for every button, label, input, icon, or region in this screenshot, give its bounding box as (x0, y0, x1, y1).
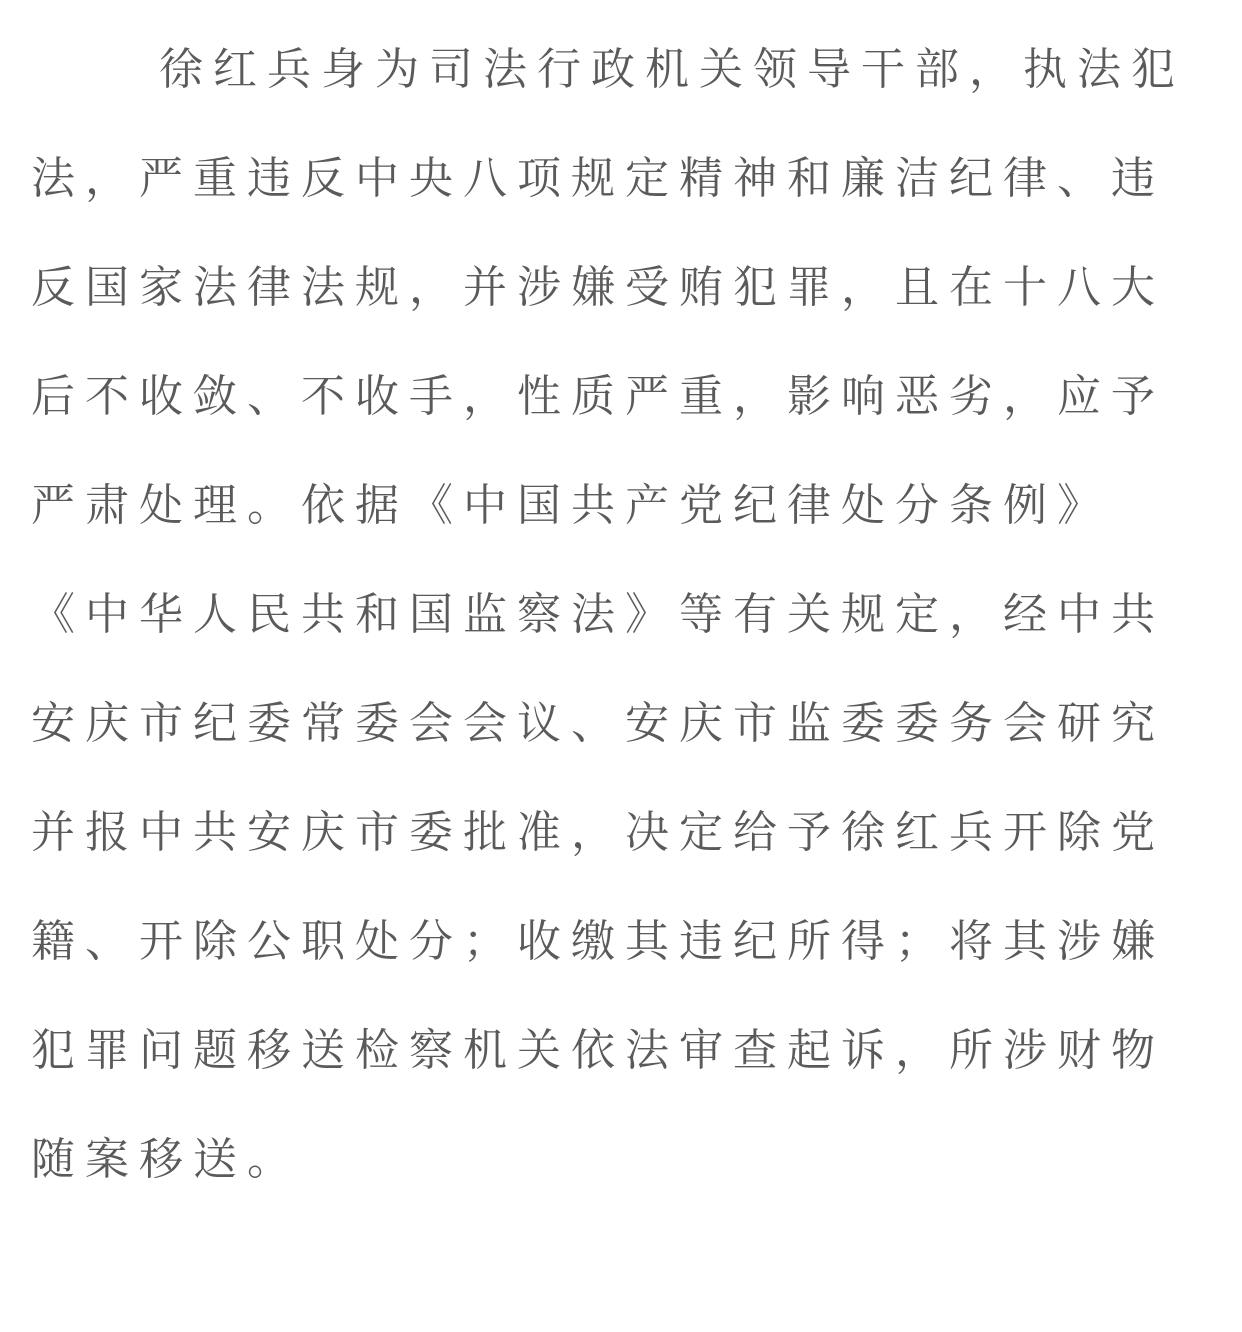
paragraph-line: 并报中共安庆市委批准，决定给予徐红兵开除党 (31, 807, 1165, 858)
paragraph-line: 籍、开除公职处分；收缴其违纪所得；将其涉嫌 (31, 916, 1165, 967)
paragraph-line: 严肃处理。依据《中国共产党纪律处分条例》 (31, 480, 1111, 531)
article-paragraph (31, 42, 1191, 1241)
paragraph-line: 安庆市纪委常委会会议、安庆市监委委务会研究 (31, 698, 1165, 749)
paragraph-line: 随案移送。 (31, 1134, 301, 1185)
paragraph-line: 后不收敛、不收手，性质严重，影响恶劣，应予 (31, 371, 1165, 422)
paragraph-line: 《中华人民共和国监察法》等有关规定，经中共 (31, 589, 1165, 640)
paragraph-line: 徐红兵身为司法行政机关领导干部，执法犯 (159, 44, 1185, 95)
paragraph-line: 犯罪问题移送检察机关依法审查起诉，所涉财物 (31, 1025, 1165, 1076)
paragraph-line: 反国家法律法规，并涉嫌受贿犯罪，且在十八大 (31, 262, 1165, 313)
paragraph-line: 法，严重违反中央八项规定精神和廉洁纪律、违 (31, 153, 1165, 204)
